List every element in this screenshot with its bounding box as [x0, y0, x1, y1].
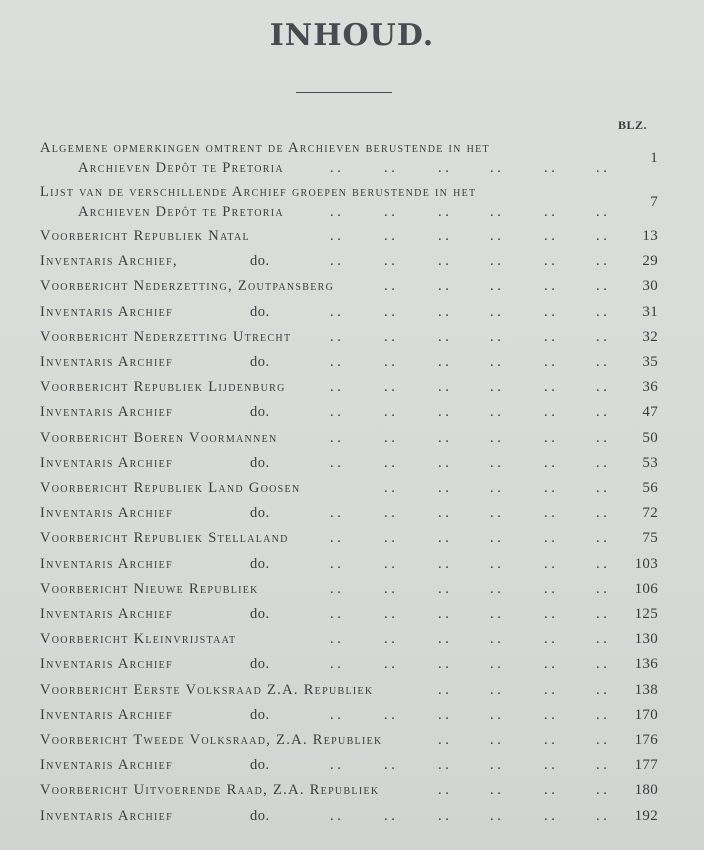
dot-leader: . . . . . . . . . . . . [330, 328, 607, 345]
page-number: 32 [642, 328, 658, 345]
toc-entry [40, 780, 658, 800]
toc-entry [40, 654, 658, 674]
toc-entry-title [40, 226, 658, 246]
toc-entry-title-continued [40, 150, 658, 178]
ditto-mark: do. [250, 454, 270, 471]
page-number: 7 [650, 194, 658, 210]
toc-entry-text: Voorbericht Kleinvrijstaat [40, 631, 237, 648]
page-number: 35 [642, 354, 658, 370]
toc-entry [40, 402, 658, 422]
page-number: 103 [634, 555, 658, 572]
page-number: 130 [634, 631, 658, 648]
ditto-mark: do. [250, 303, 270, 320]
toc-entry-title [40, 705, 658, 725]
page-number: 31 [642, 303, 658, 320]
dot-leader: . . . . . . . . . . . . [330, 530, 607, 547]
dot-leader: . . . . . . . . . . . . [330, 555, 607, 572]
ditto-mark: do. [250, 807, 270, 824]
toc-entry-text: Archieven Depôt te Pretoria [78, 204, 284, 220]
toc-entry [40, 755, 658, 775]
toc-entry-title [40, 327, 658, 347]
dot-leader: . . . . . . . . . . . . [330, 631, 607, 648]
page-number: 180 [634, 782, 658, 799]
ditto-mark: do. [250, 354, 270, 370]
toc-entry-text: Voorbericht Uitvoerende Raad, Z.A. Republiek [40, 782, 380, 799]
toc-entry-title [40, 780, 658, 800]
page-number: 47 [642, 404, 658, 421]
dot-leader: . . . . . . . . . . . . [330, 253, 607, 270]
dot-leader: . . . . . . . . . . . . [330, 757, 607, 774]
dot-leader: . . . . . . . . [438, 782, 607, 799]
toc-entry [40, 528, 658, 548]
toc-entry-title [40, 182, 658, 202]
toc-entry-text: Inventaris Archief [40, 555, 173, 572]
toc-entry-text: Inventaris Archief [40, 354, 173, 370]
toc-entry-title [40, 528, 658, 548]
toc-entry-title [40, 806, 658, 826]
toc-entry [40, 138, 658, 178]
toc-entry-text: Algemene opmerkingen omtrent de Archieven berustende in het [40, 140, 490, 156]
page-number: 56 [642, 480, 658, 496]
toc-entry-text: Voorbericht Republiek Natal [40, 228, 250, 244]
dot-leader: . . . . . . . . . . . . [330, 807, 607, 824]
toc-entry-text: Voorbericht Eerste Volksraad Z.A. Republiek [40, 681, 374, 698]
toc-entry [40, 629, 658, 649]
toc-entry-title [40, 503, 658, 523]
toc-entry-title [40, 377, 658, 397]
toc-entry [40, 428, 658, 448]
dot-leader: . . . . . . . . . . . . [330, 580, 607, 597]
toc-entry [40, 478, 658, 498]
toc-entry-text: Inventaris Archief [40, 606, 173, 622]
page-number: 36 [642, 379, 658, 396]
toc-entry-title-continued [40, 194, 658, 222]
dot-leader: . . . . . . . . . . . . [330, 706, 607, 723]
dot-leader: . . . . . . . . . . [384, 480, 607, 496]
ditto-mark: do. [250, 555, 270, 572]
toc-entry-text: Voorbericht Republiek Land Goosen [40, 480, 301, 496]
dot-leader: . . . . . . . . . . . . [330, 354, 607, 370]
page-number: 106 [634, 580, 658, 597]
toc-entry-title [40, 251, 658, 271]
dot-leader: . . . . . . . . . . [384, 278, 607, 295]
toc-entry [40, 327, 658, 347]
ditto-mark: do. [250, 706, 270, 723]
toc-entry [40, 554, 658, 574]
toc-entry-title [40, 402, 658, 422]
toc-entry [40, 806, 658, 826]
toc-entry-text: Inventaris Archief [40, 807, 173, 824]
page-number: 72 [642, 505, 658, 522]
ditto-mark: do. [250, 606, 270, 622]
dot-leader: . . . . . . . . [438, 732, 607, 748]
toc-entry-text: Inventaris Archief [40, 454, 173, 471]
dot-leader: . . . . . . . . . . . . [330, 204, 607, 220]
dot-leader: . . . . . . . . . . . . [330, 404, 607, 421]
page-number: 1 [650, 150, 658, 166]
page-number: 136 [634, 656, 658, 673]
dot-leader: . . . . . . . . [438, 681, 607, 698]
toc-entry-title [40, 276, 658, 296]
page-number: 138 [634, 681, 658, 698]
toc-entry-title [40, 755, 658, 775]
toc-entry [40, 579, 658, 599]
ditto-mark: do. [250, 404, 270, 421]
page-number: 125 [634, 606, 658, 622]
toc-entry [40, 182, 658, 222]
dot-leader: . . . . . . . . . . . . [330, 454, 607, 471]
toc-entry-title [40, 428, 658, 448]
toc-entry-text: Voorbericht Tweede Volksraad, Z.A. Republiek [40, 732, 383, 748]
dot-leader: . . . . . . . . . . . . [330, 606, 607, 622]
title-divider [296, 92, 392, 93]
page-title: INHOUD. [269, 18, 435, 53]
toc-entry-text: Voorbericht Nederzetting Utrecht [40, 328, 292, 345]
page-number: 50 [642, 429, 658, 446]
toc-entry-text: Inventaris Archief [40, 505, 173, 522]
toc-entry-title [40, 579, 658, 599]
toc-entry-text: Voorbericht Nieuwe Republiek [40, 580, 259, 597]
toc-entry-title [40, 478, 658, 498]
toc-entry [40, 453, 658, 473]
toc-entry [40, 276, 658, 296]
toc-entry-text: Voorbericht Republiek Stellaland [40, 530, 289, 547]
page-number: 53 [642, 454, 658, 471]
toc-entry [40, 352, 658, 372]
toc-entry-text: Inventaris Archief [40, 303, 173, 320]
toc-entry [40, 680, 658, 700]
dot-leader: . . . . . . . . . . . . [330, 228, 607, 244]
page-number: 192 [634, 807, 658, 824]
toc-entry-title [40, 604, 658, 624]
dot-leader: . . . . . . . . . . . . [330, 160, 607, 176]
page-column-header: BLZ. [618, 118, 648, 132]
toc-entry [40, 226, 658, 246]
toc-entry-title [40, 302, 658, 322]
toc-entry-text: Inventaris Archief [40, 404, 173, 421]
page-number: 75 [642, 530, 658, 547]
toc-entry-text: Archieven Depôt te Pretoria [78, 160, 284, 176]
toc-entry-text: Voorbericht Republiek Lijdenburg [40, 379, 286, 396]
toc-entry-text: Inventaris Archief [40, 706, 173, 723]
toc-entry-text: Inventaris Archief [40, 757, 173, 774]
toc-entry-text: Inventaris Archief [40, 656, 173, 673]
page-number: 176 [634, 732, 658, 748]
toc-entry [40, 604, 658, 624]
toc-entry [40, 302, 658, 322]
page-number: 170 [634, 706, 658, 723]
toc-entry-title [40, 453, 658, 473]
toc-entry-title [40, 554, 658, 574]
toc-entry [40, 377, 658, 397]
ditto-mark: do. [250, 253, 270, 270]
toc-entry-title [40, 654, 658, 674]
toc-entry [40, 251, 658, 271]
page-number: 29 [642, 253, 658, 270]
page-number: 13 [642, 228, 658, 244]
toc-entry-text: Voorbericht Nederzetting, Zoutpansberg [40, 278, 335, 295]
page-number: 177 [634, 757, 658, 774]
toc-entry-text: Inventaris Archief, [40, 253, 178, 270]
dot-leader: . . . . . . . . . . . . [330, 379, 607, 396]
ditto-mark: do. [250, 505, 270, 522]
toc-entry-title [40, 138, 658, 158]
toc-entry-title [40, 730, 658, 750]
toc-entry-title [40, 680, 658, 700]
ditto-mark: do. [250, 757, 270, 774]
dot-leader: . . . . . . . . . . . . [330, 505, 607, 522]
ditto-mark: do. [250, 656, 270, 673]
toc-entry-text: Lijst van de verschillende Archief groepen berustende in het [40, 184, 477, 200]
toc-entry-title [40, 629, 658, 649]
toc-entry-title [40, 352, 658, 372]
dot-leader: . . . . . . . . . . . . [330, 303, 607, 320]
dot-leader: . . . . . . . . . . . . [330, 656, 607, 673]
toc-entry [40, 730, 658, 750]
dot-leader: . . . . . . . . . . . . [330, 429, 607, 446]
page-number: 30 [642, 278, 658, 295]
toc-entry-text: Voorbericht Boeren Voormannen [40, 429, 278, 446]
toc-entry [40, 503, 658, 523]
toc-entry [40, 705, 658, 725]
